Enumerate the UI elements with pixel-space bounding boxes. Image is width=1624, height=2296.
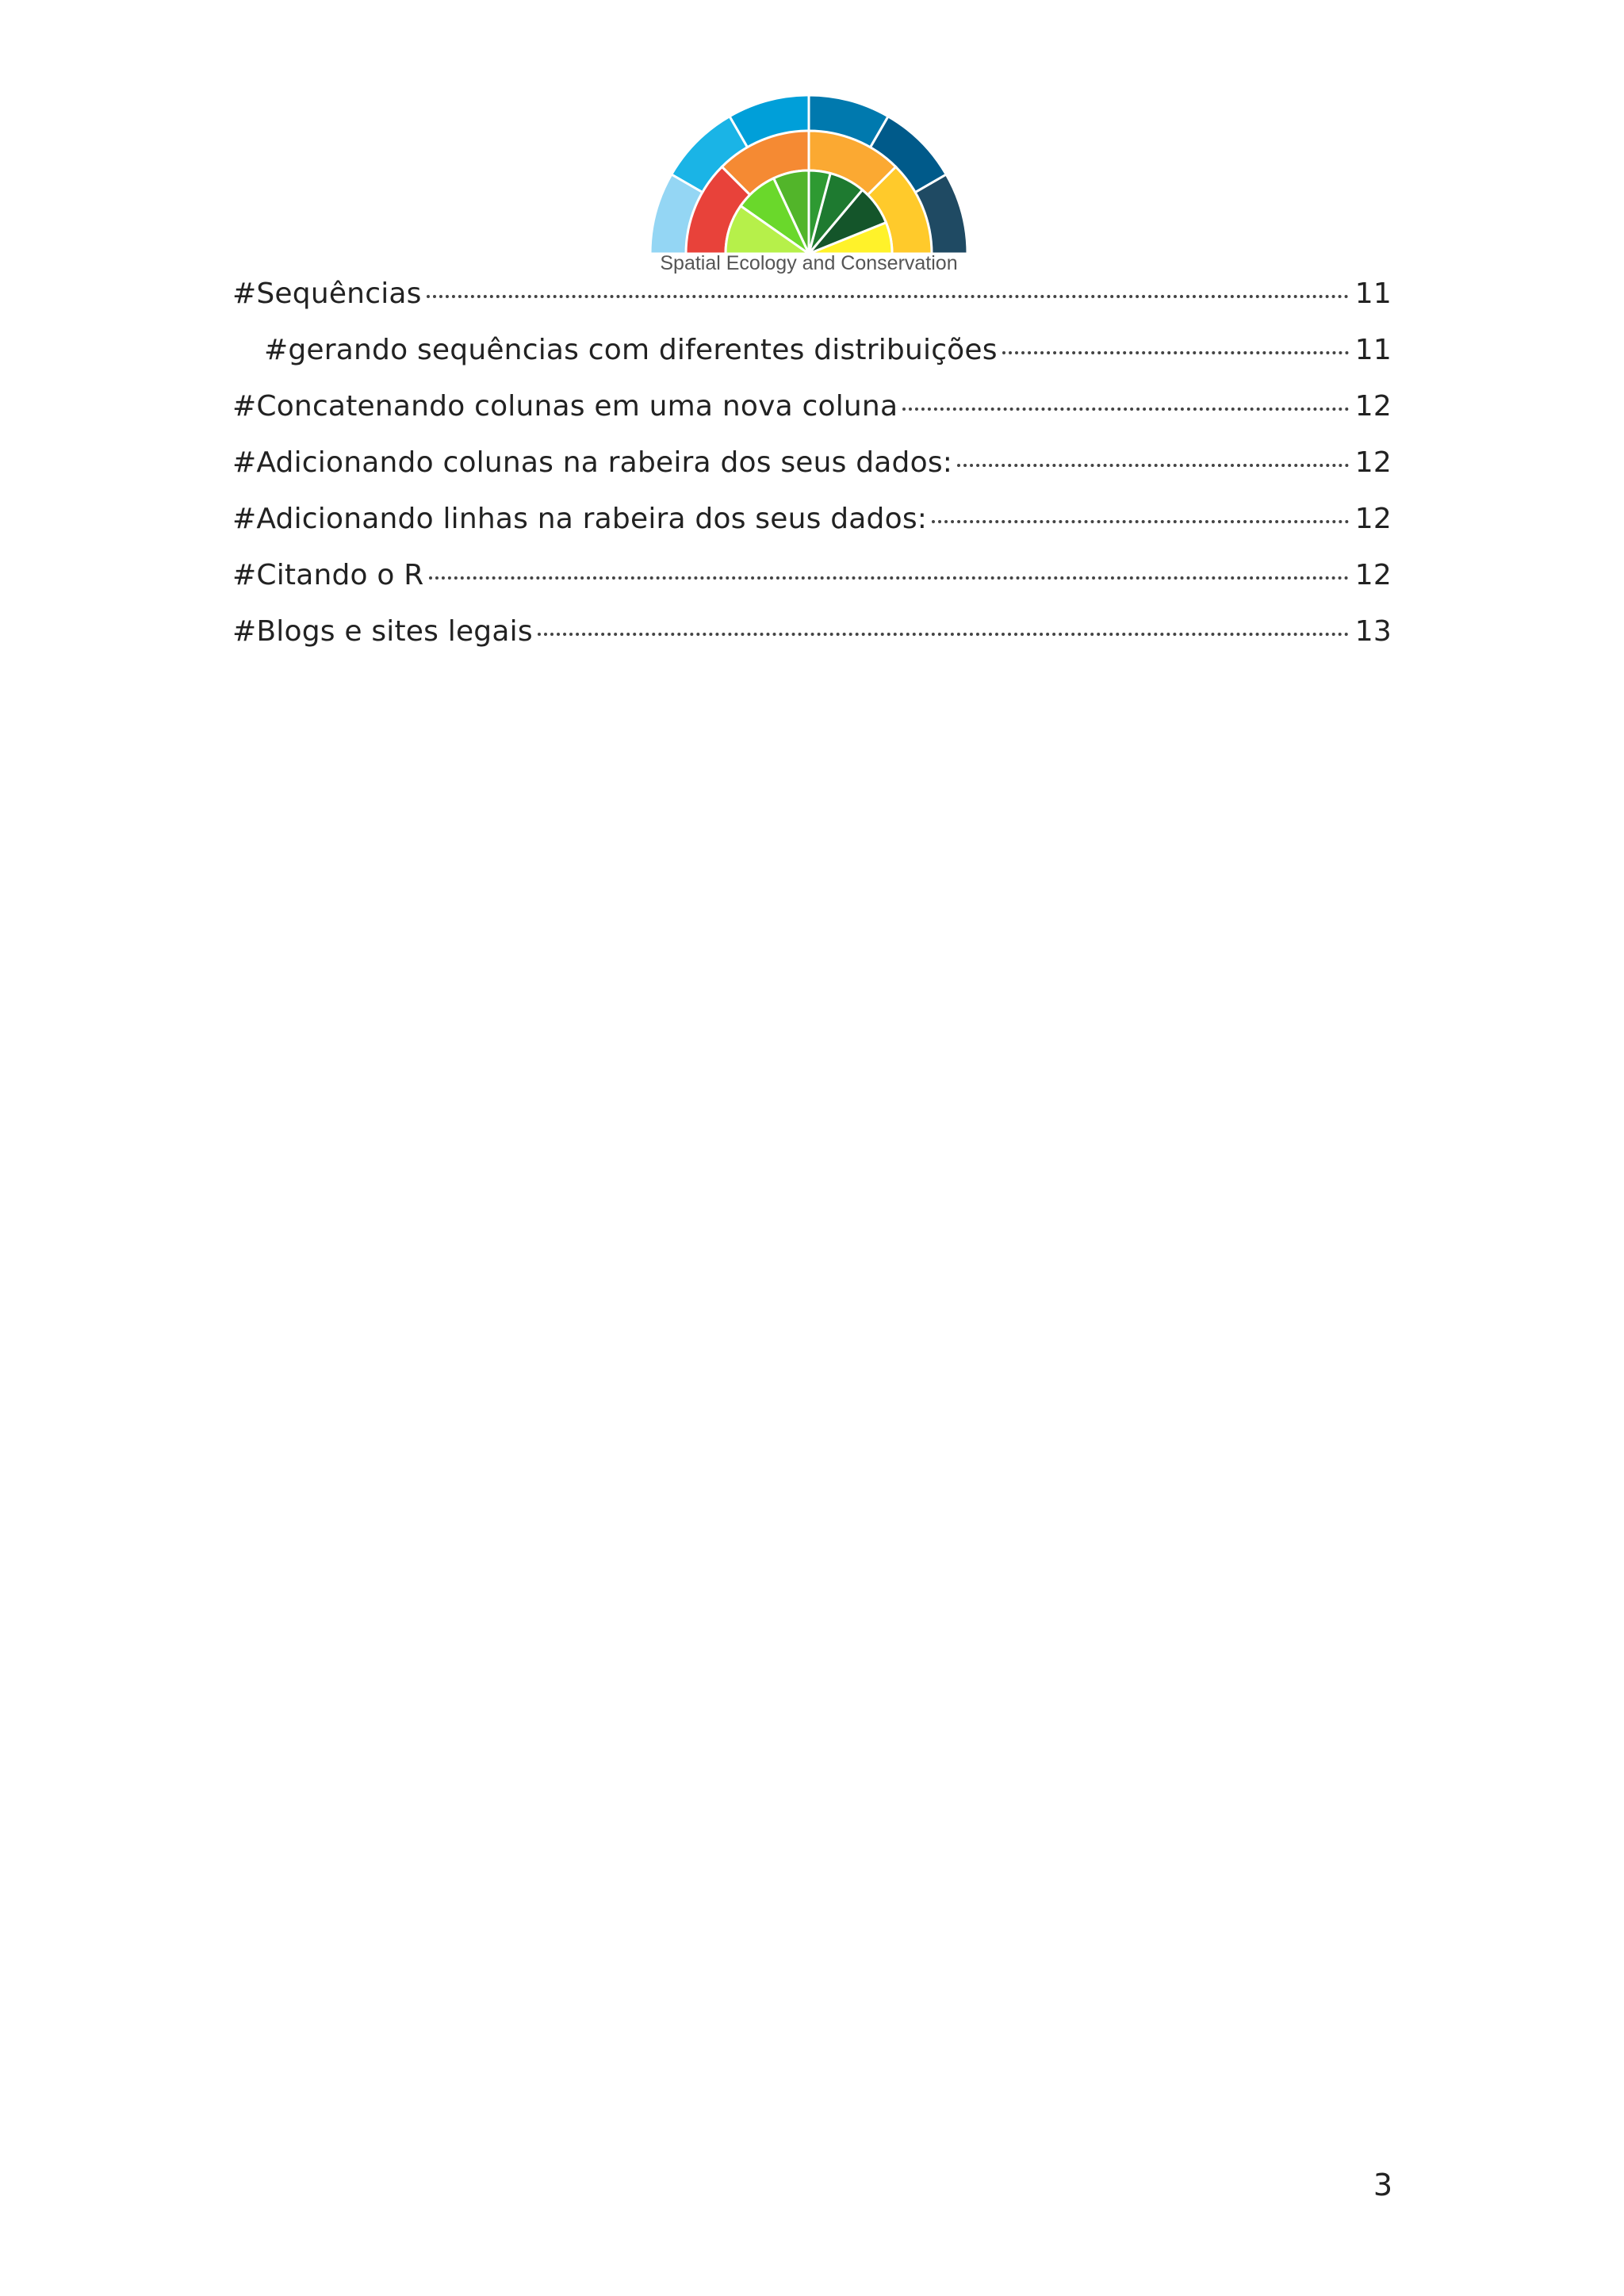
toc-entry-title: #Sequências <box>232 277 422 310</box>
toc-entry[interactable] <box>232 277 1392 334</box>
toc-entry[interactable] <box>232 334 1392 390</box>
toc-entry-page: 11 <box>1354 334 1392 366</box>
toc-entry-page: 12 <box>1354 559 1392 591</box>
toc-dot-leader <box>429 576 1349 580</box>
page-number: 3 <box>1373 2168 1392 2202</box>
toc-entry-title: #Blogs e sites legais <box>232 615 533 648</box>
toc-entry-title: #Adicionando colunas na rabeira dos seus dados: <box>232 446 953 479</box>
toc-dot-leader <box>538 633 1349 636</box>
toc-dot-leader <box>902 408 1349 411</box>
toc-entry[interactable] <box>232 446 1392 503</box>
table-of-contents <box>232 277 1392 672</box>
logo <box>646 89 979 279</box>
logo-caption: Spatial Ecology and Conservation <box>660 252 958 274</box>
toc-dot-leader <box>957 464 1349 467</box>
toc-entry-page: 12 <box>1354 446 1392 479</box>
toc-entry-title: #Citando o R <box>232 559 424 591</box>
toc-entry-page: 12 <box>1354 390 1392 423</box>
toc-entry-title: #Adicionando linhas na rabeira dos seus dados: <box>232 503 928 535</box>
logo-graphic <box>646 89 971 255</box>
toc-entry-page: 13 <box>1354 615 1392 648</box>
toc-entry-title: #Concatenando colunas em uma nova coluna <box>232 390 898 423</box>
toc-entry-page: 11 <box>1354 277 1392 310</box>
toc-dot-leader <box>1002 351 1349 354</box>
toc-entry[interactable] <box>232 390 1392 446</box>
toc-dot-leader <box>932 520 1349 523</box>
toc-entry-page: 12 <box>1354 503 1392 535</box>
toc-entry[interactable] <box>232 503 1392 559</box>
toc-entry[interactable] <box>232 559 1392 615</box>
toc-entry-title: #gerando sequências com diferentes distribuições <box>264 334 998 366</box>
toc-entry[interactable] <box>232 615 1392 672</box>
toc-dot-leader <box>427 295 1349 298</box>
